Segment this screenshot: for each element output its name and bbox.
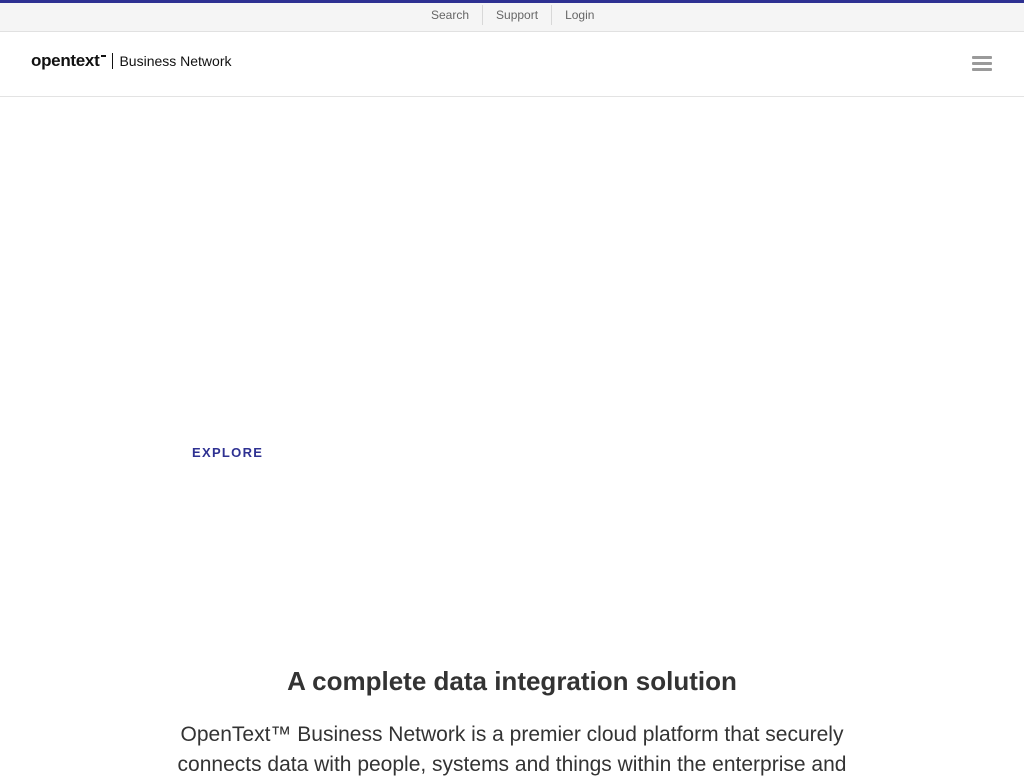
logo-subtitle: Business Network (119, 53, 232, 69)
logo-divider (112, 53, 113, 69)
search-link[interactable]: Search (431, 8, 470, 22)
section-title: A complete data integration solution (287, 666, 737, 696)
section-body-text: OpenText™ Business Network is a premier cloud platform that securely connects data with people, systems and things within the enterprise and (177, 723, 847, 776)
logo-trademark-mark (101, 55, 106, 57)
logo-wordmark: opentext (31, 51, 100, 70)
utility-bar (0, 3, 1024, 32)
support-link[interactable]: Support (482, 5, 551, 25)
utility-nav (418, 5, 607, 25)
login-link[interactable]: Login (551, 5, 607, 25)
opentext-business-network-logo[interactable] (31, 50, 232, 72)
site-header (0, 32, 1024, 97)
hero-section (0, 97, 1024, 627)
explore-link[interactable]: EXPLORE (192, 445, 264, 460)
hamburger-menu-icon[interactable] (972, 56, 992, 72)
